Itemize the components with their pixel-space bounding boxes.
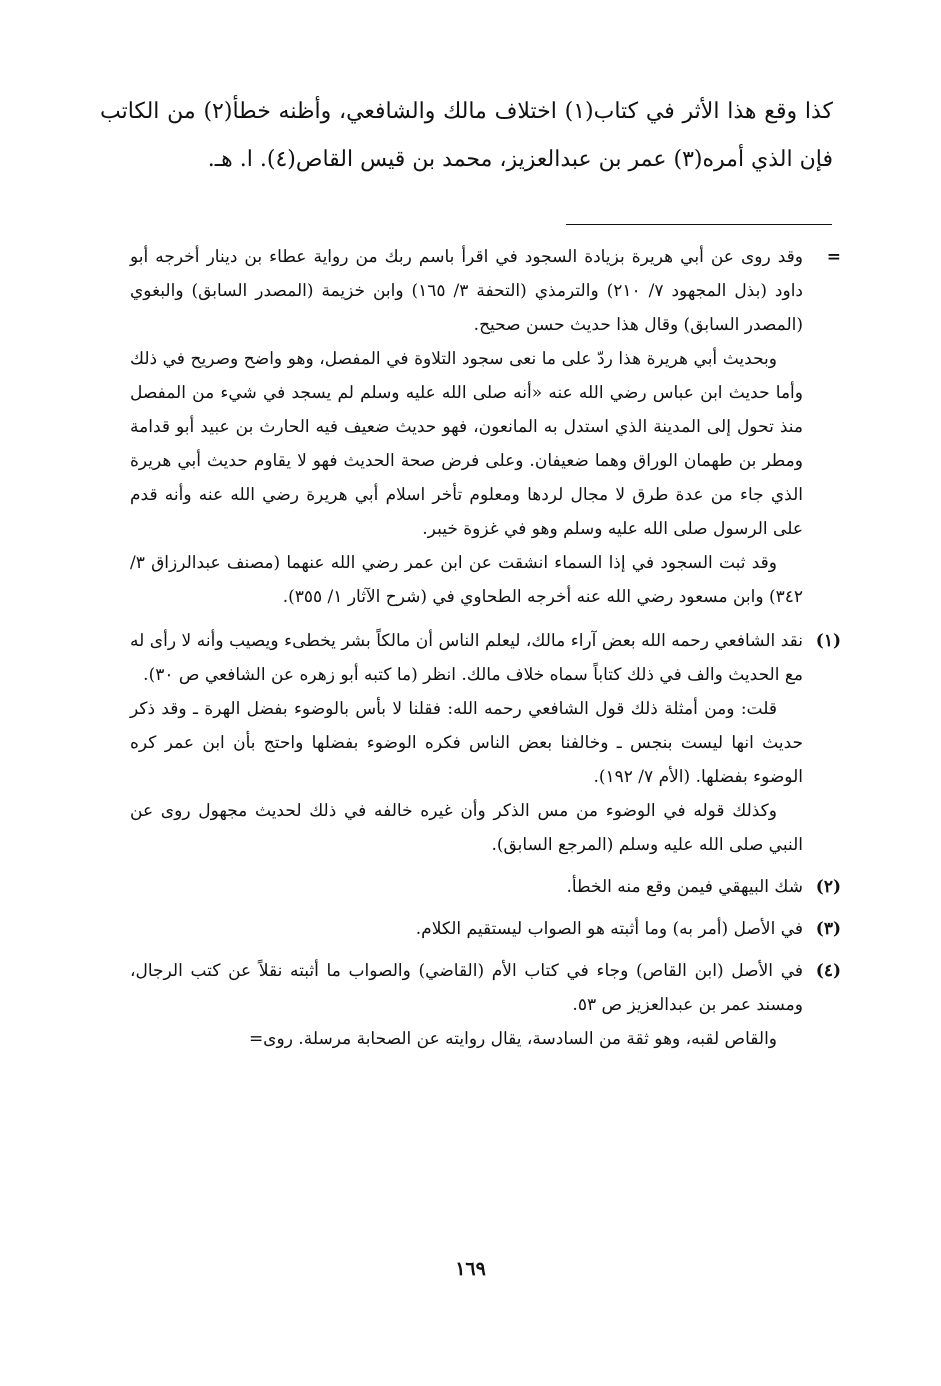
footnote-number: (٣) bbox=[815, 919, 841, 939]
footnote-paragraph: في الأصل (ابن القاص) وجاء في كتاب الأم (القاضي) والصواب ما أثبته نقلاً عن كتب الرجال، ومسند عمر بن عبدالعزيز ص ٥٣. bbox=[130, 961, 804, 1015]
main-text: كذا وقع هذا الأثر في كتاب(١) اختلاف مالك والشافعي، وأظنه خطأ(٢) من الكاتب فإن الذي أمره(٣) عمر بن عبدالعزيز، محمد بن قيس القاص(٤). ا. هـ. bbox=[100, 99, 833, 172]
footnote-number: (٤) bbox=[815, 961, 841, 981]
footnote-body bbox=[130, 954, 803, 1056]
footnote-continuation bbox=[130, 240, 841, 614]
footnote-paragraph: وبحديث أبي هريرة هذا ردّ على ما نعى سجود التلاوة في المفصل، وهو واضح وصريح في ذلك وأما حديث ابن عباس رضي الله عنه «أنه صلى الله عليه وسلم لم يسجد في شيء من المفصل منذ تحول إلى المدينة الذي استدل به المانعون، فهو حديث ضعيف فيه الحارث بن عبيد أبو قدامة ومطر بن طهمان الوراق وهما ضعيفان. وعلى فرض صحة الحديث فهو لا يقاوم حديث أبي هريرة الذي جاء من عدة طرق لا مجال لردها ومعلوم تأخر اسلام أبي هريرة رضي الله عنه وأنه قدم على الرسول صلى الله عليه وسلم وهو في غزوة خيبر. bbox=[130, 349, 803, 539]
footnote-1 bbox=[130, 624, 841, 862]
footnote-4 bbox=[130, 954, 841, 1056]
footnote-paragraph: والقاص لقبه، وهو ثقة من السادسة، يقال روايته عن الصحابة مرسلة. روى= bbox=[248, 1029, 777, 1049]
page-number: ١٦٩ bbox=[455, 1258, 486, 1280]
footnote-number: (٢) bbox=[815, 877, 841, 897]
footnote-number: (١) bbox=[815, 631, 841, 651]
footnote-paragraph: نقد الشافعي رحمه الله بعض آراء مالك، ليعلم الناس أن مالكاً بشر يخطىء ويصيب وأنه لا رأى له مع الحديث والف في ذلك كتاباً سماه خلاف مالك. انظر (ما كتبه أبو زهره عن الشافعي ص ٣٠). bbox=[130, 631, 803, 685]
footnotes-section bbox=[130, 240, 841, 1064]
footnote-paragraph: وقد روى عن أبي هريرة بزيادة السجود في اقرأ باسم ربك من رواية عطاء بن دينار أخرجه أبو داود (بذل المجهود ٧/ ٢١٠) والترمذي (التحفة ٣/ ١٦٥) وابن خزيمة (المصدر السابق) والبغوي (المصدر السابق) وقال هذا حديث حسن صحيح. bbox=[130, 247, 803, 335]
footnote-separator bbox=[566, 224, 832, 225]
footnote-body bbox=[130, 912, 803, 946]
footnote-paragraph: قلت: ومن أمثلة ذلك قول الشافعي رحمه الله: فقلنا لا بأس بالوضوء بفضل الهرة ـ وقد ذكر حديث انها ليست بنجس ـ وخالفنا بعض الناس فكره الوضوء بفضلها واحتج بأن ابن عمر كره الوضوء بفضلها. (الأم ٧/ ١٩٢). bbox=[130, 699, 803, 787]
footnote-2 bbox=[130, 870, 841, 904]
footnote-paragraph: وكذلك قوله في الوضوء من مس الذكر وأن غيره خالفه في ذلك لحديث مجهول روى عن النبي صلى الله عليه وسلم (المرجع السابق). bbox=[130, 801, 803, 855]
footnote-paragraph: وقد ثبت السجود في إذا السماء انشقت عن ابن عمر رضي الله عنهما (مصنف عبدالرزاق ٣/ ٣٤٢) وابن مسعود رضي الله عنه أخرجه الطحاوي في (شرح الآثار ١/ ٣٥٥). bbox=[130, 553, 803, 607]
footnote-paragraph: في الأصل (أمر به) وما أثبته هو الصواب ليستقيم الكلام. bbox=[415, 919, 803, 939]
footnote-paragraph: شك البيهقي فيمن وقع منه الخطأ. bbox=[566, 877, 803, 897]
footnote-body bbox=[130, 624, 803, 862]
footnote-3 bbox=[130, 912, 841, 946]
footnote-body bbox=[130, 870, 803, 904]
footnote-body bbox=[130, 240, 803, 614]
continuation-mark: = bbox=[826, 247, 841, 267]
